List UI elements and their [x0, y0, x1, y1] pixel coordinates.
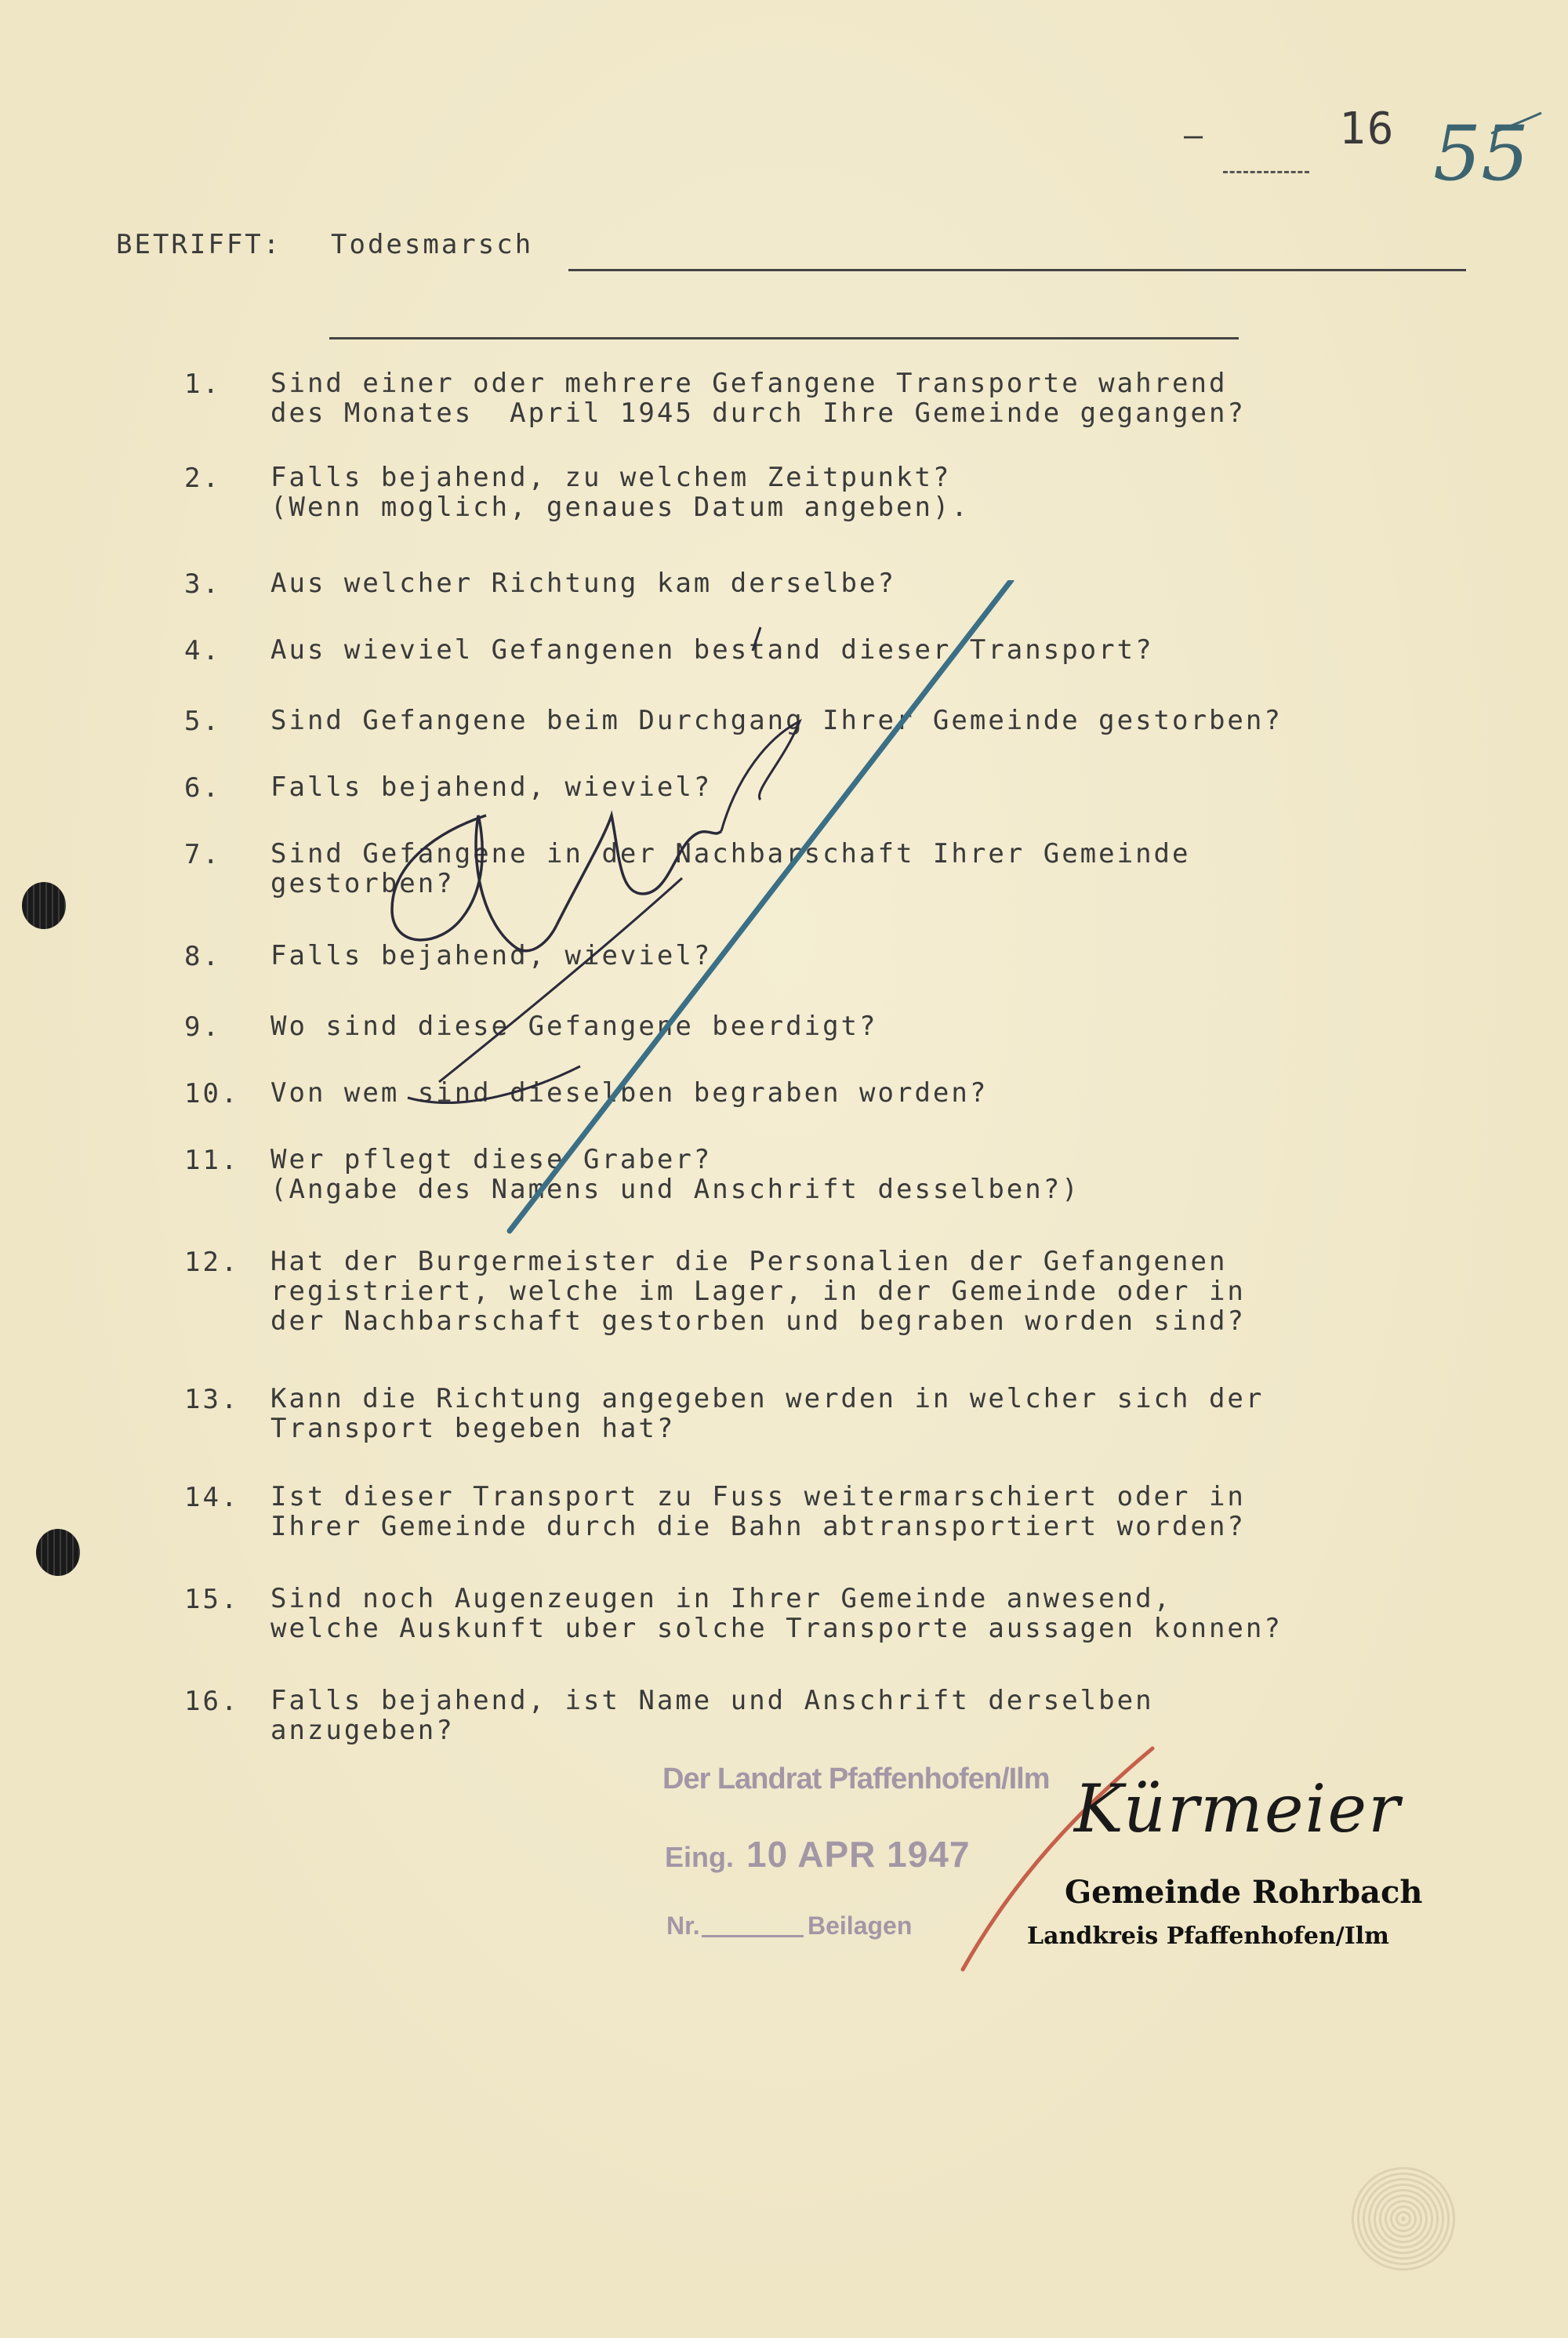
question-line: Wo sind diese Gefangene beerdigt?	[270, 1011, 878, 1042]
question-number: 5.	[184, 706, 221, 737]
subject-second-rule	[329, 337, 1239, 339]
dotted-mark	[1223, 171, 1309, 173]
question-number: 15.	[184, 1584, 240, 1615]
question-number: 12.	[184, 1247, 240, 1278]
question-line: gestorben?	[270, 868, 455, 899]
question-line: Hat der Burgermeister die Personalien der Gefangenen	[270, 1246, 1228, 1277]
mayor-signature: Kürmeier	[1074, 1770, 1402, 1847]
handwritten-page-number: 55	[1433, 110, 1530, 198]
question-line: des Monates April 1945 durch Ihre Gemeinde gegangen?	[270, 398, 1246, 429]
question-number: 1.	[184, 368, 221, 400]
crossed-out-signature	[345, 580, 1051, 1254]
question-number: 8.	[184, 941, 221, 972]
subject-underline	[568, 269, 1466, 271]
punch-hole-top	[22, 882, 66, 929]
question-line: welche Auskunft uber solche Transporte aussagen konnen?	[270, 1613, 1283, 1644]
question-line: Falls bejahend, ist Name und Anschrift derselben	[270, 1685, 1154, 1716]
question-text	[270, 1686, 1154, 1745]
question-number: 13.	[184, 1384, 240, 1415]
question-line: anzugeben?	[270, 1715, 455, 1746]
question-line: Aus welcher Richtung kam derselbe?	[270, 568, 896, 599]
question-line: Sind Gefangene beim Durchgang Ihrer Gemeinde gestorben?	[270, 705, 1283, 736]
question-number: 16.	[184, 1686, 240, 1717]
seal-line2: Landkreis Pfaffenhofen/Ilm	[1027, 1922, 1389, 1950]
question-number: 7.	[184, 839, 221, 870]
subject-label: BETRIFFT:	[116, 229, 282, 260]
question-number: 10.	[184, 1078, 240, 1109]
question-text	[270, 368, 1246, 428]
question-text	[270, 1247, 1246, 1336]
punch-hole-bottom	[36, 1529, 80, 1576]
question-line: Transport begeben hat?	[270, 1413, 676, 1444]
receipt-stamp-beilagen: Beilagen	[808, 1911, 913, 1940]
receipt-stamp-nr: Nr.	[666, 1911, 700, 1940]
question-line: (Wenn moglich, genaues Datum angeben).	[270, 492, 970, 523]
question-line: der Nachbarschaft gestorben und begraben worden sind?	[270, 1305, 1246, 1337]
question-line: Ihrer Gemeinde durch die Bahn abtransportiert worden?	[270, 1511, 1246, 1542]
question-text	[270, 463, 970, 522]
question-line: registriert, welche im Lager, in der Gemeinde oder in	[270, 1276, 1246, 1307]
question-line: Sind noch Augenzeugen in Ihrer Gemeinde anwesend,	[270, 1583, 1173, 1614]
question-number: 9.	[184, 1011, 221, 1043]
question-line: Falls bejahend, wieviel?	[270, 940, 713, 971]
question-number: 14.	[184, 1482, 240, 1513]
question-text	[270, 1482, 1246, 1541]
subject-value: Todesmarsch	[331, 229, 534, 260]
receipt-stamp-line1: Der Landrat Pfaffenhofen/Ilm	[662, 1763, 1050, 1795]
question-line: Kann die Richtung angegeben werden in welcher sich der	[270, 1383, 1265, 1414]
question-number: 6.	[184, 772, 221, 804]
question-line: Falls bejahend, zu welchem Zeitpunkt?	[270, 462, 952, 493]
dash-mark: –	[1184, 118, 1206, 154]
receipt-stamp-date: 10 APR 1947	[746, 1834, 971, 1875]
question-number: 11.	[184, 1145, 240, 1176]
question-line: Sind einer oder mehrere Gefangene Transporte wahrend	[270, 368, 1228, 399]
question-line: Aus wieviel Gefangenen bestand dieser Transport?	[270, 634, 1154, 666]
question-line: Ist dieser Transport zu Fuss weitermarschiert oder in	[270, 1481, 1246, 1512]
question-number: 2.	[184, 463, 221, 494]
handwritten-flourish	[1490, 110, 1544, 141]
question-line: Sind Gefangene in der Nachbarschaft Ihrer Gemeinde	[270, 838, 1191, 869]
question-text	[270, 1384, 1264, 1443]
question-text	[270, 1584, 1283, 1643]
question-number: 4.	[184, 635, 221, 666]
fingerprint-smudge	[1348, 2164, 1458, 2274]
receipt-stamp-eing: Eing.	[665, 1841, 734, 1873]
question-line: (Angabe des Namens und Anschrift desselben?)	[270, 1174, 1080, 1205]
question-line: Falls bejahend, wieviel?	[270, 771, 713, 803]
seal-line1: Gemeinde Rohrbach	[1065, 1874, 1423, 1911]
question-number: 3.	[184, 568, 221, 600]
page-number: 16	[1339, 103, 1396, 154]
question-line: Wer pflegt diese Graber?	[270, 1144, 713, 1175]
receipt-stamp-nr-line	[702, 1935, 804, 1937]
question-line: Von wem sind dieselben begraben worden?	[270, 1077, 989, 1109]
